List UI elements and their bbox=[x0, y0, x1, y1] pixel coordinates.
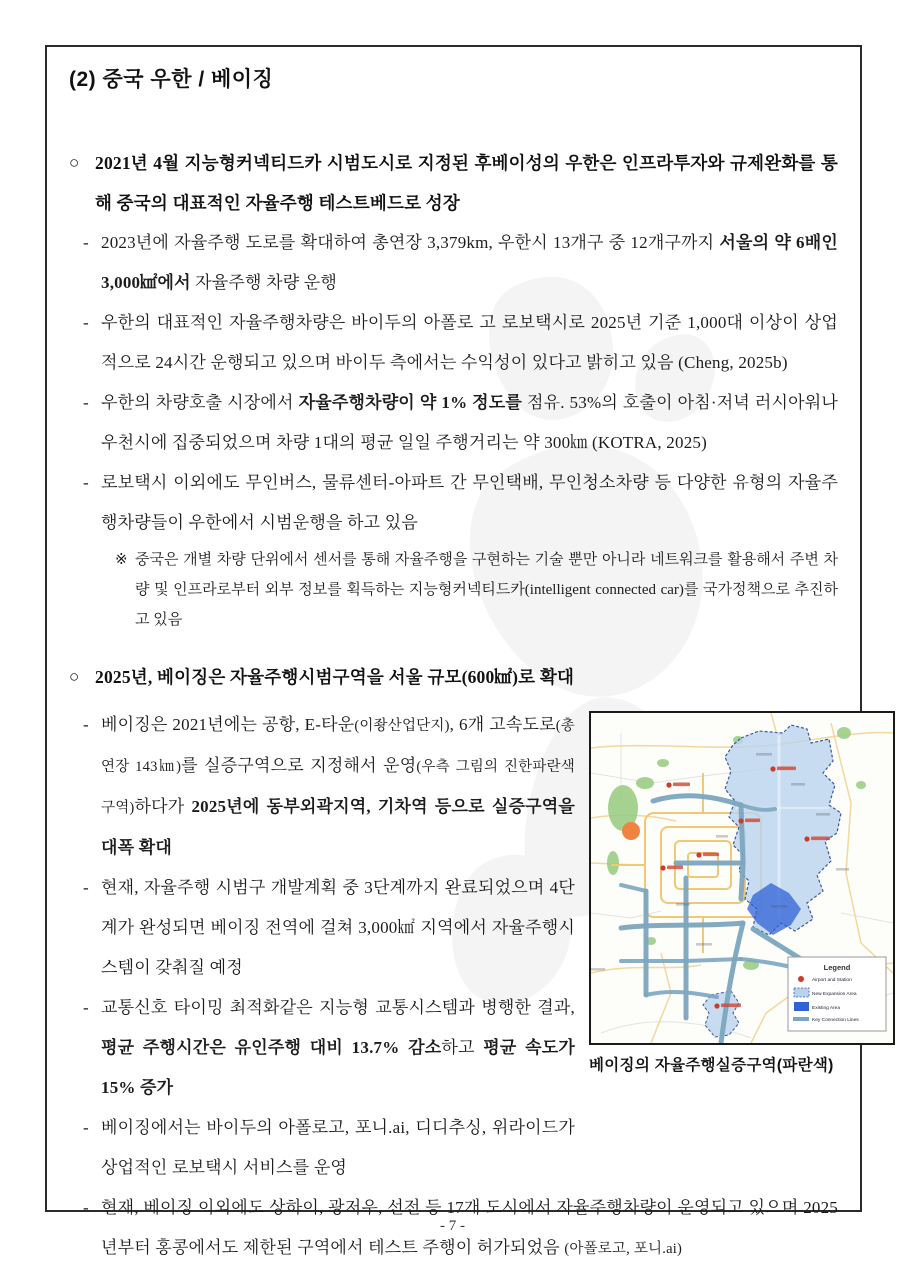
dash-bullet-icon: - bbox=[83, 1118, 89, 1137]
list-item-text bbox=[101, 303, 838, 383]
dash-bullet-icon: - bbox=[83, 878, 89, 897]
section2-heading: 2025년, 베이징은 자율주행시범구역을 서울 규모(600㎢)로 확대 bbox=[95, 667, 575, 687]
list-item bbox=[83, 705, 575, 868]
text-segment: 로보택시 이외에도 무인버스, 물류센터-아파트 간 무인택배, 무인청소차량 등 다양한 유형의 자율주행차량들이 우한에서 시범운행을 하고 있음 bbox=[101, 473, 838, 532]
dash-bullet-icon: - bbox=[83, 998, 89, 1017]
list-item bbox=[83, 868, 575, 988]
list-item bbox=[83, 1108, 575, 1188]
list-item bbox=[83, 223, 838, 303]
text-segment-bold: 서울의 약 6배인 3,000㎢에서 bbox=[101, 233, 838, 292]
beijing-map-graphic bbox=[591, 713, 893, 1043]
text-segment: 현재, 자율주행 시범구 개발계획 중 3단계까지 완료되었으며 4단계가 완성되면 베이징 전역에 걸쳐 3,000㎢ 지역에서 자율주행시스템이 갖춰질 예정 bbox=[101, 878, 575, 977]
legend-label-airport: Airport and Station bbox=[812, 978, 852, 983]
dash-bullet-icon: - bbox=[83, 233, 89, 252]
dash-bullet-icon: - bbox=[83, 715, 89, 734]
reference-mark-icon: ※ bbox=[115, 552, 128, 568]
list-item bbox=[83, 988, 575, 1108]
dash-bullet-icon: - bbox=[83, 313, 89, 332]
dash-bullet-icon: - bbox=[83, 1198, 89, 1217]
legend-label-connection: Key Connection Lines bbox=[812, 1018, 859, 1023]
text-segment-small: (이좡산업단지) bbox=[354, 718, 450, 734]
text-segment: , 6개 고속도로 bbox=[449, 715, 556, 734]
circle-bullet-icon: ○ bbox=[69, 667, 80, 686]
text-segment-small: (아폴로고, 포니.ai) bbox=[564, 1241, 682, 1257]
text-segment-bold: 평균 속도가 15% 증가 bbox=[101, 1038, 575, 1097]
section1-heading: 2021년 4월 지능형커넥티드카 시범도시로 지정된 후베이성의 우한은 인프라투자와 규제완화를 통해 중국의 대표적인 자율주행 테스트베드로 성장 bbox=[95, 153, 838, 213]
beijing-map-figure bbox=[589, 711, 895, 1045]
page-number: - 7 - bbox=[440, 1218, 465, 1234]
text-segment: 우한의 대표적인 자율주행차량은 바이두의 아폴로 고 로보택시로 2025년 기준 1,000대 이상이 상업적으로 24시간 운행되고 있으며 바이두 측에서는 수익성이 있다고 밝히고 있음 (Cheng, 2025b) bbox=[101, 313, 838, 372]
text-segment: 를 실증구역으로 지정해서 운영 bbox=[181, 756, 417, 775]
text-segment-small: (총연장 143㎞) bbox=[101, 718, 575, 775]
legend-label-expansion: New Expansion Area bbox=[812, 992, 857, 997]
text-segment: 점유. 53%의 호출이 아침·저녁 러시아워나 우천시에 집중되었으며 차량 1대의 평균 일일 주행거리는 약 300㎞ (KOTRA, 2025) bbox=[101, 393, 838, 452]
page-border bbox=[45, 45, 862, 1257]
text-segment: 하다가 bbox=[134, 797, 192, 816]
text-segment: 자율주행 차량 운행 bbox=[190, 273, 338, 292]
legend-existing-icon bbox=[794, 1002, 809, 1011]
list-item-text bbox=[101, 1108, 575, 1188]
figure-column bbox=[575, 705, 895, 1188]
legend-expansion-icon bbox=[794, 988, 809, 997]
text-segment: 2023년에 자율주행 도로를 확대하여 총연장 3,379km, 우한시 13개구 중 12개구까지 bbox=[101, 233, 720, 252]
section2-left-column bbox=[83, 705, 575, 1188]
landmark-orange-dot bbox=[622, 822, 640, 840]
legend-label-existing: Existing Area bbox=[812, 1006, 840, 1011]
text-segment: 하고 bbox=[441, 1038, 484, 1057]
footnote-text: 중국은 개별 차량 단위에서 센서를 통해 자율주행을 구현하는 기술 뿐만 아니라 네트워크를 활용해서 주변 차량 및 인프라로부터 외부 정보를 획득하는 지능형커넥티드카(intelligent connected car)를 국가정책으로 추진하고 있음 bbox=[135, 552, 838, 628]
section1-items bbox=[83, 223, 838, 635]
legend-title: Legend bbox=[823, 963, 851, 972]
text-segment: 교통신호 타이밍 최적화같은 지능형 교통시스템과 병행한 결과, bbox=[101, 998, 575, 1017]
list-item-text bbox=[101, 988, 575, 1108]
list-item bbox=[83, 463, 838, 543]
dash-bullet-icon: - bbox=[83, 473, 89, 492]
list-item bbox=[83, 383, 838, 463]
text-segment: 베이징은 2021년에는 공항, E-타운 bbox=[101, 715, 355, 734]
list-item-text bbox=[101, 705, 575, 868]
legend-airport-icon bbox=[798, 976, 804, 982]
two-column-area bbox=[69, 705, 859, 1188]
text-segment-bold: 평균 주행시간은 유인주행 대비 13.7% 감소 bbox=[101, 1038, 442, 1057]
figure-caption: 베이징의 자율주행실증구역(파란색) bbox=[589, 1057, 834, 1074]
section1-heading-row bbox=[69, 143, 838, 223]
page-title: (2) 중국 우한 / 베이징 bbox=[69, 68, 274, 91]
list-item-text bbox=[101, 463, 838, 543]
list-item bbox=[83, 303, 838, 383]
map-legend bbox=[788, 957, 886, 1031]
section-wuhan bbox=[69, 143, 838, 635]
list-item-text bbox=[101, 383, 838, 463]
circle-bullet-icon: ○ bbox=[69, 153, 80, 172]
text-segment-bold: 자율주행차량이 약 1% 정도를 bbox=[298, 393, 523, 412]
text-segment: 베이징에서는 바이두의 아폴로고, 포니.ai, 디디추싱, 위라이드가 상업적인 로보택시 서비스를 운영 bbox=[101, 1118, 575, 1177]
list-item-text bbox=[101, 868, 575, 988]
list-item-text bbox=[101, 223, 838, 303]
text-segment: 현재, 베이징 이외에도 상하이, 광저우, 선전 등 17개 도시에서 자율주행차량이 운영되고 있으며 2025년부터 홍콩에서도 제한된 구역에서 테스트 주행이 허가되었음 bbox=[101, 1198, 838, 1257]
text-segment-small: (우측 그림의 진한파란색 구역) bbox=[101, 759, 575, 816]
text-segment-bold: 2025년에 동부외곽지역, 기차역 등으로 실증구역을 대폭 확대 bbox=[101, 797, 575, 857]
footnote bbox=[115, 545, 838, 635]
section2-heading-row bbox=[69, 657, 838, 697]
dash-bullet-icon: - bbox=[83, 393, 89, 412]
text-segment: 우한의 차량호출 시장에서 bbox=[101, 393, 299, 412]
section-beijing bbox=[69, 657, 859, 1269]
